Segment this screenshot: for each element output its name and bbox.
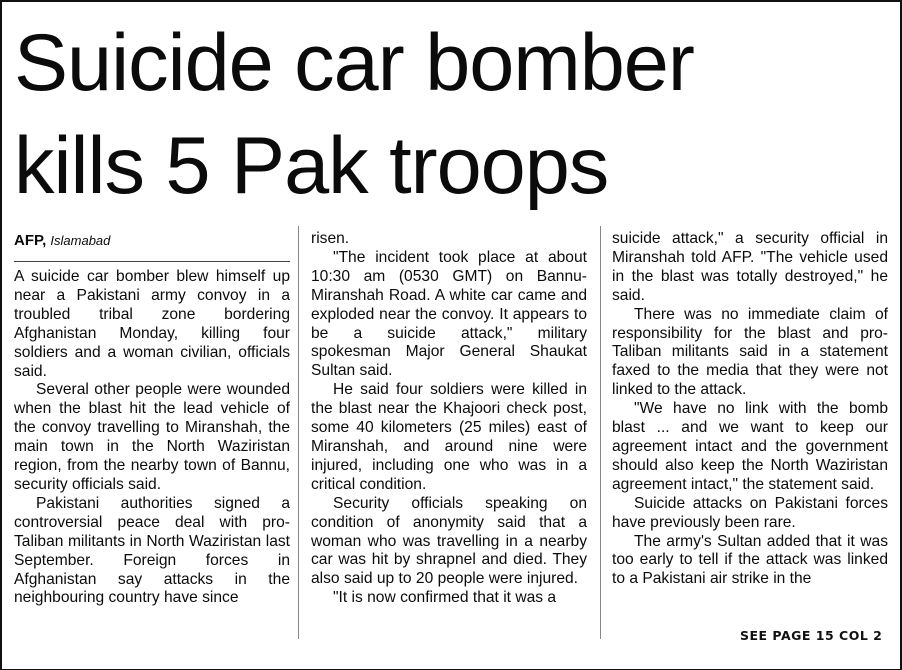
paragraph: A suicide car bomber blew himself up near a Pakistani army convoy in a troubled tribal zone bordering Afghanistan Monday, killing four soldiers and a woman civilian, officials said. bbox=[14, 268, 290, 380]
headline bbox=[14, 12, 894, 218]
paragraph: risen. bbox=[311, 230, 350, 247]
byline-rule bbox=[14, 261, 290, 262]
paragraph: suicide attack," a security official in Miranshah told AFP. "The vehicle used in the blast was totally destroyed," he said. bbox=[612, 230, 888, 304]
article-column-1 bbox=[14, 229, 290, 608]
paragraph: "We have no link with the bomb blast ... and we want to keep our agreement intact and the government should also keep the North Waziristan agreement intact," the statement said. bbox=[612, 400, 888, 493]
paragraph: Several other people were wounded when the blast hit the lead vehicle of the convoy travelling to Miranshah, the main town in the North Waziristan region, from the nearby town of Bannu, security officials said. bbox=[14, 381, 290, 493]
byline bbox=[14, 229, 290, 253]
paragraph: Pakistani authorities signed a controversial peace deal with pro-Taliban militants in North Waziristan last September. Foreign forces in Afghanistan say attacks in the neighbouring country have since bbox=[14, 494, 290, 607]
paragraph: He said four soldiers were killed in the blast near the Khajoori check post, some 40 kilometers (25 miles) east of Miranshah, and around nine were injured, including one who was in a critical condition. bbox=[311, 381, 587, 493]
byline-agency: AFP, bbox=[14, 232, 47, 249]
article-column-2 bbox=[311, 230, 587, 608]
column-divider bbox=[600, 226, 601, 639]
column-divider bbox=[298, 226, 299, 639]
headline-line-1: Suicide car bomber bbox=[14, 18, 694, 108]
continuation-note: SEE PAGE 15 COL 2 bbox=[740, 628, 883, 643]
paragraph: "The incident took place at about 10:30 am (0530 GMT) on Bannu-Miranshah Road. A white car came and exploded near the convoy. It appears to be a suicide attack," military spokesman Major General Shaukat Sultan said. bbox=[311, 248, 587, 380]
paragraph: Suicide attacks on Pakistani forces have previously been rare. bbox=[612, 494, 888, 531]
paragraph: There was no immediate claim of responsibility for the blast and pro-Taliban militants said in a statement faxed to the media that they were not linked to the attack. bbox=[612, 305, 888, 399]
article-column-3 bbox=[612, 230, 888, 589]
byline-place: Islamabad bbox=[50, 233, 111, 248]
paragraph: The army's Sultan added that it was too early to tell if the attack was linked to a Pakistani air strike in the bbox=[612, 532, 888, 588]
headline-line-2: kills 5 Pak troops bbox=[14, 121, 609, 211]
paragraph: "It is now confirmed that it was a bbox=[333, 589, 557, 607]
paragraph: Security officials speaking on condition of anonymity said that a woman who was travelling in a nearby car was hit by shrapnel and died. They also said up to 20 people were injured. bbox=[311, 494, 587, 588]
